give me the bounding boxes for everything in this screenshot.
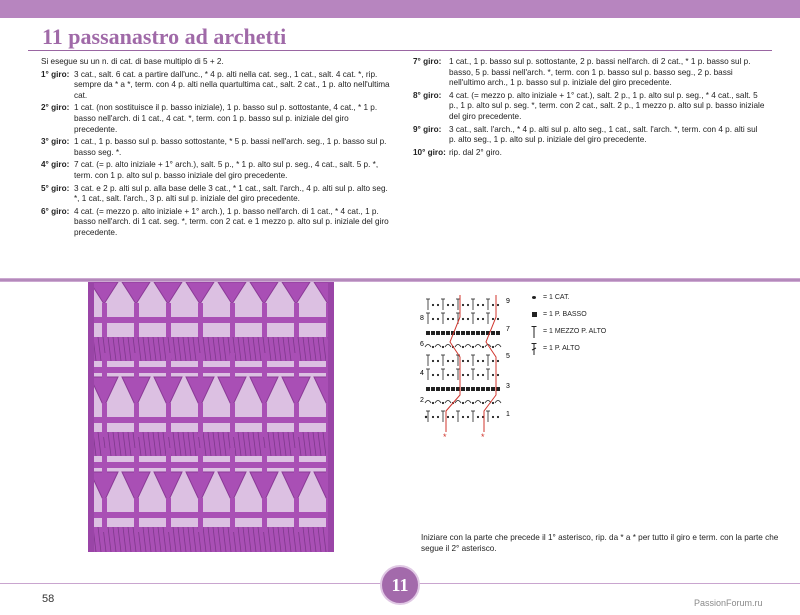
legend-half-double-label: = 1 MEZZO P. ALTO xyxy=(543,327,607,335)
page-number: 58 xyxy=(42,593,55,605)
round-text: 4 cat. (= mezzo p. alto iniziale + 1° arch.), 1 p. basso nell'arch. di 1 cat., * 4 cat., 1 p. basso nell'arch. di 1 cat. seg. *, term. con 2 cat. e 1 mezzo p. alto sul p. iniziale del giro precedente. xyxy=(74,206,389,237)
legend-double-crochet xyxy=(528,340,606,357)
round-label: 1° giro: xyxy=(41,69,70,79)
page-title: 11 passanastro ad archetti xyxy=(42,24,287,49)
round-instruction xyxy=(413,125,765,146)
round-label: 4° giro: xyxy=(41,160,70,170)
stitch-diagram xyxy=(412,287,522,442)
round-label: 7° giro: xyxy=(413,57,442,66)
rounds-list-right xyxy=(413,57,765,158)
round-text: 7 cat. (= p. alto iniziale + 1° arch.), salt. 5 p., * 1 p. alto sul p. seg., 4 cat., salt. 5 p. *, term. con 1 p. alto sul p. basso iniziale del giro precedente. xyxy=(74,160,379,180)
legend-chain xyxy=(528,289,606,306)
round-label: 5° giro: xyxy=(41,183,70,193)
round-label: 6° giro: xyxy=(41,206,70,216)
single-crochet-symbol-icon xyxy=(528,312,540,317)
chain-symbol-icon xyxy=(528,296,540,299)
instructions-left-column xyxy=(41,57,391,241)
round-instruction xyxy=(41,137,391,158)
stitch-legend xyxy=(528,289,606,357)
pattern-number-badge: 11 xyxy=(380,565,420,605)
watermark: PassionForum.ru xyxy=(694,598,763,608)
legend-single-crochet xyxy=(528,306,606,323)
round-text: 1 cat., 1 p. basso sul p. sottostante, 2 p. bassi nell'arch. di 2 cat., * 1 p. basso sul p. basso, 5 p. bassi nell'arch. *, term. con 1 p. basso sul p. basso seg., 2 p. bassi nell'ultimo arch., 1 p. basso sul p. iniziale del giro precedente. xyxy=(449,57,751,88)
round-instruction xyxy=(413,57,765,89)
round-instruction xyxy=(41,103,391,135)
row-number-5: 5 xyxy=(506,353,510,360)
double-crochet-symbol-icon xyxy=(528,342,540,356)
half-double-crochet-symbol-icon xyxy=(528,325,540,339)
instructions-right-column xyxy=(413,57,765,160)
repeat-instructions: Iniziare con la parte che precede il 1° asterisco, rip. da * a * per tutto il giro e term. con la parte che segue il 2° asterisco. xyxy=(421,533,779,554)
round-label: 8° giro: xyxy=(413,90,442,100)
row-number-9: 9 xyxy=(506,298,510,305)
round-text: 1 cat. (non sostituisce il p. basso iniziale), 1 p. basso sul p. sottostante, 4 cat., * 1 p. basso nell'arch. di 1 cat., 4 cat. *, term. con 1 p. basso sul p. iniziale del giro precedente. xyxy=(74,103,378,134)
round-instruction xyxy=(41,160,391,181)
round-label: 3° giro: xyxy=(41,137,70,147)
row-number-2: 2 xyxy=(420,397,424,404)
row-number-8: 8 xyxy=(420,315,424,322)
round-label: 2° giro: xyxy=(41,103,70,113)
legend-chain-label: = 1 CAT. xyxy=(543,293,570,301)
stitch-diagram-svg xyxy=(412,287,522,442)
rounds-list-left xyxy=(41,70,391,239)
row-number-1: 1 xyxy=(506,411,510,418)
round-instruction xyxy=(41,207,391,239)
round-text: rip. dal 2° giro. xyxy=(449,147,502,157)
round-instruction xyxy=(41,184,391,205)
round-instruction xyxy=(413,91,765,123)
round-text: 4 cat. (= mezzo p. alto iniziale + 1° cat.), salt. 2 p., 1 p. alto sul p. seg., * 4 cat., salt. 5 p., 1 p. alto sul p. seg. *, term. con 2 cat., salt. 2 p., 1 mezzo p. alto sul p. basso iniziale del giro precedente. xyxy=(449,90,765,121)
round-text: 3 cat., salt. 6 cat. a partire dall'unc., * 4 p. alti nella cat. seg., 1 cat., salt. 4 cat. *, rip. sempre da * a *, term. con 4 p. alti nella quartultima cat., salt. 2 cat., 1 p. alto nell'ultima cat. xyxy=(74,69,390,100)
round-instruction xyxy=(413,148,765,159)
round-text: 3 cat. e 2 p. alti sul p. alla base delle 3 cat., * 1 cat., salt. l'arch., 4 p. alti sul p. alto seg. *, 1 cat., salt. l'arch., 3 p. alti sul p. iniziale del giro precedente. xyxy=(74,183,388,204)
legend-double-crochet-label: = 1 P. ALTO xyxy=(543,344,580,352)
row-number-3: 3 xyxy=(506,383,510,390)
top-color-band xyxy=(0,0,800,18)
legend-half-double xyxy=(528,323,606,340)
swatch-illustration xyxy=(88,282,334,552)
legend-single-crochet-label: = 1 P. BASSO xyxy=(543,310,587,318)
round-label: 9° giro: xyxy=(413,124,442,134)
round-label: 10° giro: xyxy=(413,147,446,157)
crochet-swatch-photo xyxy=(88,282,334,552)
row-number-4: 4 xyxy=(420,370,424,377)
title-rule xyxy=(28,50,772,51)
row-number-6: 6 xyxy=(420,341,424,348)
svg-text:*: * xyxy=(443,432,447,442)
intro-text: Si esegue su un n. di cat. di base multiplo di 5 + 2. xyxy=(41,57,224,66)
row-number-7: 7 xyxy=(506,326,510,333)
svg-text:*: * xyxy=(481,432,485,442)
diagram-stitch-marks xyxy=(425,295,501,442)
round-text: 1 cat., 1 p. basso sul p. basso sottostante, * 5 p. bassi nell'arch. seg., 1 p. basso sul p. basso seg. *. xyxy=(74,137,387,157)
round-instruction xyxy=(41,70,391,102)
round-text: 3 cat., salt. l'arch., * 4 p. alti sul p. alto seg., 1 cat., salt. l'arch. *, term. con 4 p. alti sul p. alto seg., 1 p. alto sul p. iniziale del giro precedente. xyxy=(449,124,758,145)
